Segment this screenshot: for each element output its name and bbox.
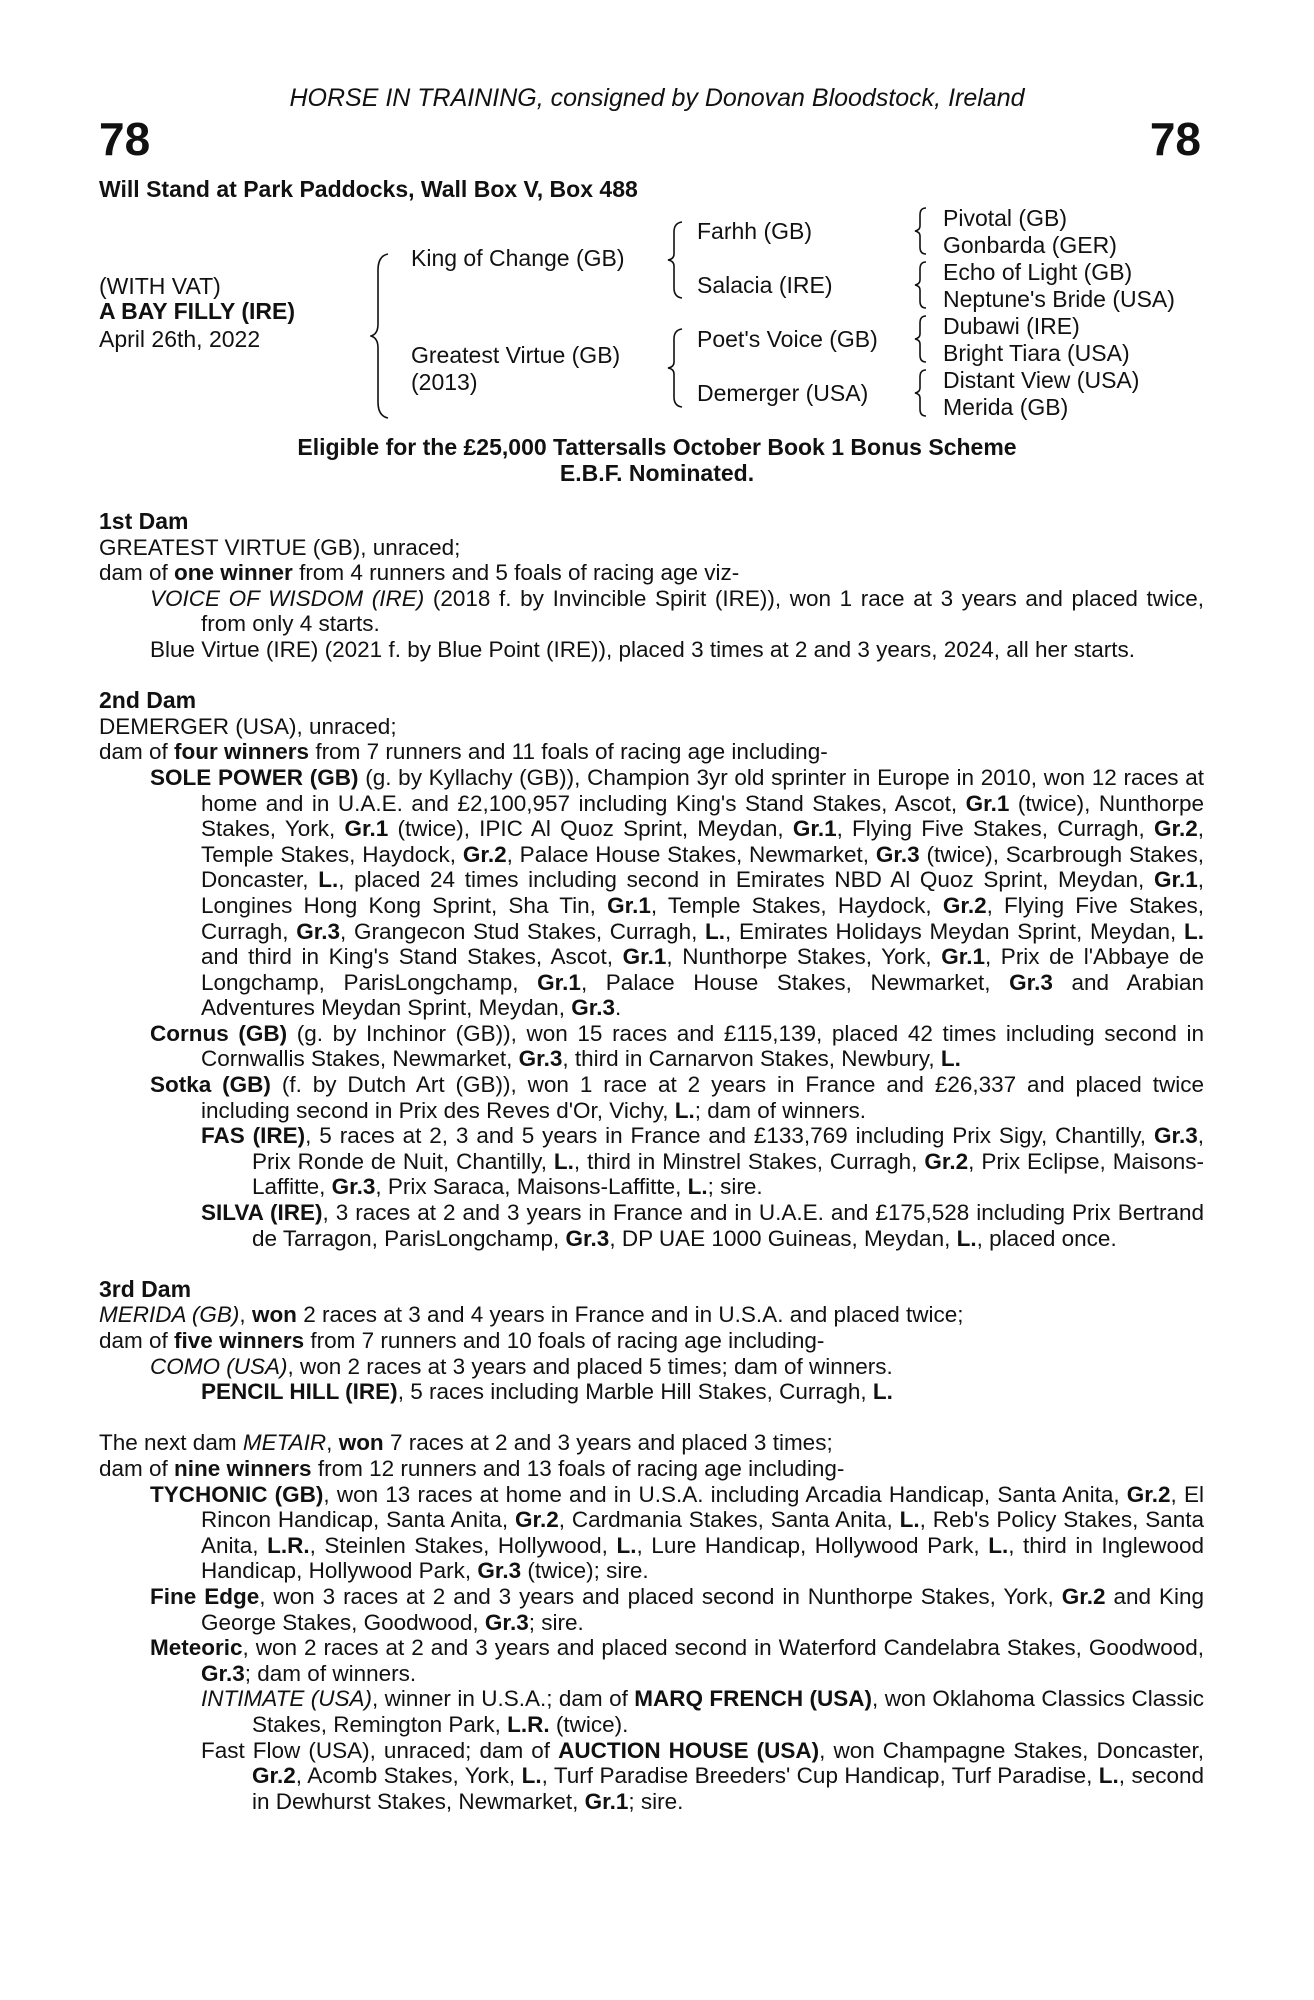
dam-name: Greatest Virtue (GB) (411, 342, 621, 368)
sotka-produce-fas: FAS (IRE), 5 races at 2, 3 and 5 years in France and £133,769 including Prix Sigy, Chantilly, Gr.3, Prix Ronde de Nuit, Chantilly, L., third in Minstrel Stakes, Curragh, Gr.2, Prix Eclipse, Maisons-Laffitte, Gr.3, Prix Saraca, Maisons-Laffitte, L.; sire. (201, 1123, 1204, 1200)
horse-name: A BAY FILLY (IRE) (99, 298, 295, 324)
stabling-location: Will Stand at Park Paddocks, Wall Box V, Box 488 (99, 176, 638, 202)
second-dam-intro: DEMERGER (USA), unraced; (99, 713, 397, 739)
ebf-line: E.B.F. Nominated. (559, 460, 755, 486)
third-dam-produce-como: COMO (USA), won 2 races at 3 years and placed 5 times; dam of winners. (150, 1353, 893, 1379)
third-dam-heading: 3rd Dam (99, 1275, 192, 1302)
consignor-header: HORSE IN TRAINING, consigned by Donovan Bloodstock, Ireland (289, 84, 1025, 112)
third-dam-produce-summary: dam of five winners from 7 runners and 10 foals of racing age including- (99, 1328, 825, 1353)
como-produce-pencil-hill: PENCIL HILL (IRE), 5 races including Marble Hill Stakes, Curragh, L. (201, 1379, 893, 1405)
first-dam-produce-summary: dam of one winner from 4 runners and 5 foals of racing age viz- (99, 560, 740, 586)
bonus-scheme-line: Eligible for the £25,000 Tattersalls October Book 1 Bonus Scheme (297, 434, 1017, 460)
ancestor-merida: Merida (GB) (943, 394, 1069, 420)
ancestor-dubawi: Dubawi (IRE) (943, 313, 1080, 339)
sire-name: King of Change (GB) (411, 245, 625, 271)
first-dam-intro: GREATEST VIRTUE (GB), unraced; (99, 534, 461, 560)
ancestor-echo-of-light: Echo of Light (GB) (943, 259, 1133, 285)
next-dam-produce-summary: dam of nine winners from 12 runners and 13 foals of racing age including- (99, 1455, 845, 1481)
second-dam-heading: 2nd Dam (99, 687, 197, 714)
pedigree-bracket-main (370, 250, 398, 422)
next-dam-produce-tychonic: TYCHONIC (GB), won 13 races at home and in U.S.A. including Arcadia Handicap, Santa Anita, Gr.2, El Rincon Handicap, Santa Anita, Gr.2, Cardmania Stakes, Santa Anita, L., Reb's Policy Stakes, Santa Anita, L.R., Steinlen Stakes, Hollywood, L., Lure Handicap, Hollywood Park, L., third in Inglewood Handicap, Hollywood Park, Gr.3 (twice); sire. (150, 1481, 1205, 1584)
dam-year: (2013) (411, 369, 478, 395)
ancestor-gonbarda: Gonbarda (GER) (943, 232, 1117, 258)
next-dam-intro: The next dam METAIR, won 7 races at 2 and 3 years and placed 3 times; (99, 1430, 833, 1456)
ancestor-neptunes-bride: Neptune's Bride (USA) (943, 286, 1175, 312)
second-dam-produce-sole-power: SOLE POWER (GB) (g. by Kyllachy (GB)), Champion 3yr old sprinter in Europe in 2010, won 12 races at home and in U.A.E. and £2,100,957 including King's Stand Stakes, Ascot, Gr.1 (twice), Nunthorpe Stakes, York, Gr.1 (twice), IPIC Al Quoz Sprint, Meydan, Gr.1, Flying Five Stakes, Curragh, Gr.2, Temple Stakes, Haydock, Gr.2, Palace House Stakes, Newmarket, Gr.3 (twice), Scarbrough Stakes, Doncaster, L., placed 24 times including second in Emirates NBD Al Quoz Sprint, Meydan, Gr.1, Longines Hong Kong Sprint, Sha Tin, Gr.1, Temple Stakes, Haydock, Gr.2, Flying Five Stakes, Curragh, Gr.3, Grangecon Stud Stakes, Curragh, L., Emirates Holidays Meydan Sprint, Meydan, L. and third in King's Stand Stakes, Ascot, Gr.1, Nunthorpe Stakes, York, Gr.1, Prix de l'Abbaye de Longchamp, ParisLongchamp, Gr.1, Palace House Stakes, Newmarket, Gr.3 and Arabian Adventures Meydan Sprint, Meydan, Gr.3. (150, 764, 1205, 1021)
third-dam-intro: MERIDA (GB), won 2 races at 3 and 4 years in France and in U.S.A. and placed twice; (99, 1302, 964, 1328)
second-dam-produce-summary: dam of four winners from 7 runners and 11 foals of racing age including- (99, 739, 828, 765)
meteoric-produce-intimate: INTIMATE (USA), winner in U.S.A.; dam of MARQ FRENCH (USA), won Oklahoma Classics Classic Stakes, Remington Park, L.R. (twice). (201, 1686, 1205, 1737)
vat-note: (WITH VAT) (99, 273, 221, 299)
next-dam-produce-fine-edge: Fine Edge, won 3 races at 2 and 3 years and placed second in Nunthorpe Stakes, York, Gr.2 and King George Stakes, Goodwood, Gr.3; sire. (150, 1583, 1204, 1635)
pedigree-bracket-sire (666, 220, 688, 300)
first-dam-heading: 1st Dam (99, 508, 189, 534)
lot-number-left: 78 (99, 113, 151, 165)
catalogue-body (99, 509, 1204, 1814)
dam-sire: Poet's Voice (GB) (697, 326, 878, 352)
pedigree-bracket-dam (666, 327, 688, 409)
sire-sire: Farhh (GB) (697, 218, 813, 244)
second-dam-produce-sotka: Sotka (GB) (f. by Dutch Art (GB)), won 1 race at 2 years in France and £26,337 and placed twice including second in Prix des Reves d'Or, Vichy, L.; dam of winners. (150, 1072, 1204, 1123)
sotka-produce-silva: SILVA (IRE), 3 races at 2 and 3 years in France and in U.A.E. and £175,528 including Prix Bertrand de Tarragon, ParisLongchamp, Gr.3, DP UAE 1000 Guineas, Meydan, L., placed once. (201, 1200, 1204, 1251)
next-dam-produce-meteoric: Meteoric, won 2 races at 2 and 3 years and placed second in Waterford Candelabra Stakes, Goodwood, Gr.3; dam of winners. (150, 1635, 1204, 1686)
ancestor-pivotal: Pivotal (GB) (943, 205, 1067, 231)
dam-dam: Demerger (USA) (697, 380, 869, 406)
first-dam-produce-2: Blue Virtue (IRE) (2021 f. by Blue Point (IRE)), placed 3 times at 2 and 3 years, 2024, all her starts. (150, 636, 1136, 662)
meteoric-produce-fast-flow: Fast Flow (USA), unraced; dam of AUCTION HOUSE (USA), won Champagne Stakes, Doncaster, Gr.2, Acomb Stakes, York, L., Turf Paradise Breeders' Cup Handicap, Turf Paradise, L., second in Dewhurst Stakes, Newmarket, Gr.1; sire. (201, 1737, 1205, 1814)
ancestor-bright-tiara: Bright Tiara (USA) (943, 340, 1130, 366)
second-dam-produce-cornus: Cornus (GB) (g. by Inchinor (GB)), won 15 races and £115,139, placed 42 times including second in Cornwallis Stakes, Newmarket, Gr.3, third in Carnarvon Stakes, Newbury, L. (150, 1020, 1204, 1072)
sire-dam: Salacia (IRE) (697, 272, 833, 298)
first-dam-produce-1: VOICE OF WISDOM (IRE) (2018 f. by Invincible Spirit (IRE)), won 1 race at 3 years and placed twice, from only 4 starts. (150, 585, 1205, 637)
pedigree-brackets-third-gen (912, 206, 930, 420)
lot-number-right: 78 (1149, 113, 1201, 165)
ancestor-distant-view: Distant View (USA) (943, 367, 1140, 393)
foaling-date: April 26th, 2022 (99, 326, 261, 352)
